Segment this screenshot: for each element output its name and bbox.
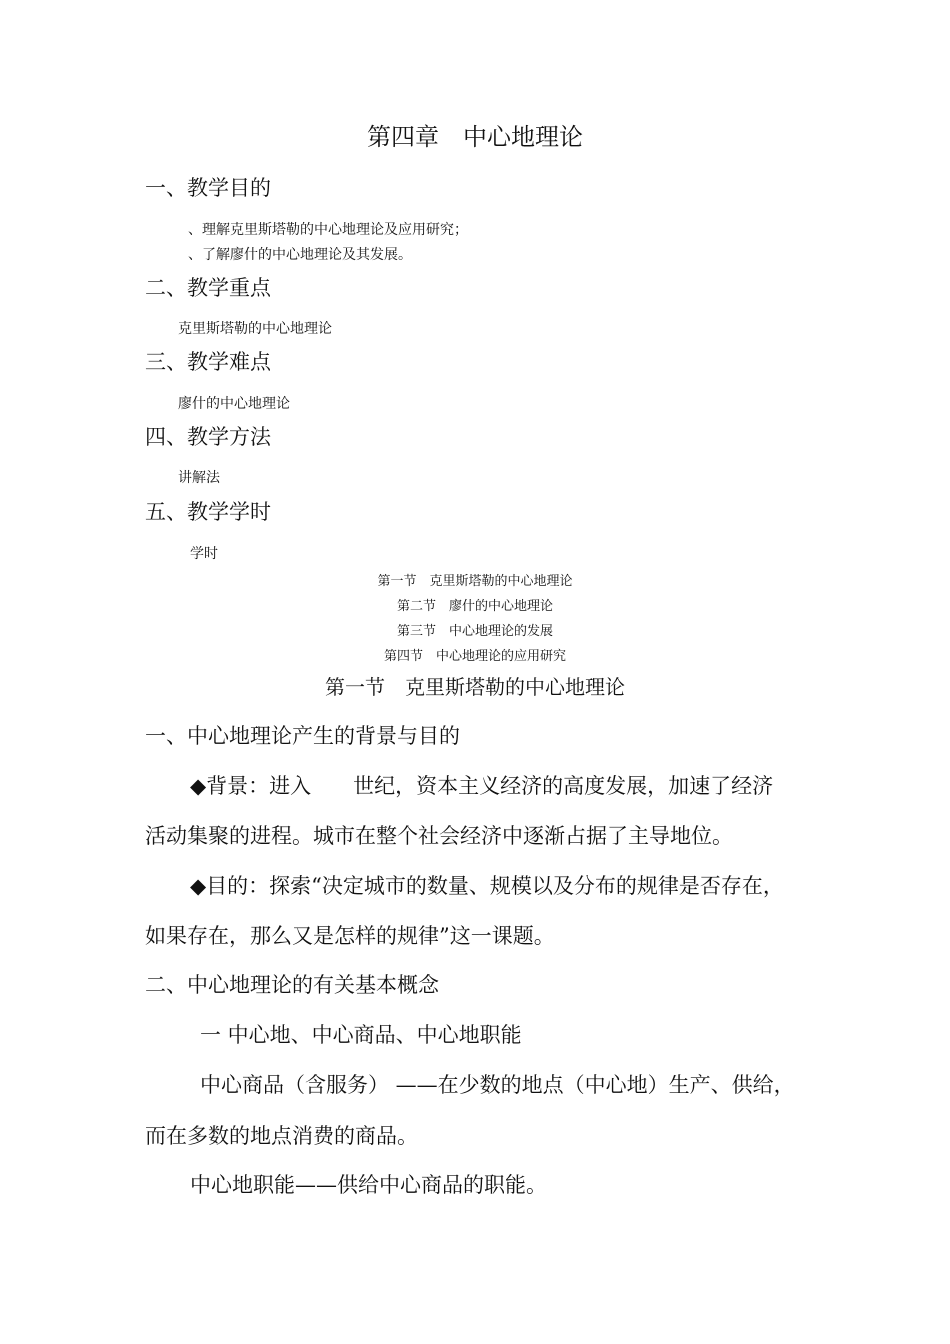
heading-focus: 二、教学重点 [145, 276, 271, 300]
central-goods-line-2: 而在多数的地点消费的商品。 [145, 1124, 418, 1148]
part2-heading: 二、中心地理论的有关基本概念 [145, 973, 439, 997]
toc-item-1: 第一节 克里斯塔勒的中心地理论 [377, 574, 573, 589]
difficulty-text: 廖什的中心地理论 [178, 396, 290, 412]
purpose-line-2: 如果存在，那么又是怎样的规律”这一课题。 [145, 924, 555, 948]
heading-difficulty: 三、教学难点 [145, 350, 271, 374]
chapter-title: 第四章 中心地理论 [367, 123, 583, 151]
heading-hours: 五、教学学时 [145, 500, 271, 524]
purpose-line-1: ◆目的：探索“决定城市的数量、规模以及分布的规律是否存在， [190, 874, 784, 898]
hours-text: 学时 [190, 546, 218, 562]
background-line-2: 活动集聚的进程。城市在整个社会经济中逐渐占据了主导地位。 [145, 824, 733, 848]
background-line-1: ◆背景：进入 世纪，资本主义经济的高度发展，加速了经济 [190, 774, 774, 798]
toc-item-4: 第四节 中心地理论的应用研究 [383, 649, 566, 664]
central-function: 中心地职能——供给中心商品的职能。 [190, 1173, 547, 1197]
toc-item-3: 第三节 中心地理论的发展 [396, 624, 553, 639]
subheading: 一 中心地、中心商品、中心地职能 [200, 1023, 522, 1047]
heading-objectives: 一、教学目的 [145, 176, 271, 200]
part1-heading: 一、中心地理论产生的背景与目的 [145, 724, 460, 748]
method-text: 讲解法 [178, 470, 220, 486]
toc-item-2: 第二节 廖什的中心地理论 [396, 599, 553, 614]
focus-text: 克里斯塔勒的中心地理论 [178, 321, 332, 337]
section-title: 第一节 克里斯塔勒的中心地理论 [325, 675, 625, 699]
objective-item-1: 、理解克里斯塔勒的中心地理论及应用研究； [188, 222, 468, 238]
heading-method: 四、教学方法 [145, 425, 271, 449]
central-goods-line-1: 中心商品（含服务） ——在少数的地点（中心地）生产、供给， [200, 1073, 795, 1097]
objective-item-2: 、了解廖什的中心地理论及其发展。 [188, 247, 412, 263]
